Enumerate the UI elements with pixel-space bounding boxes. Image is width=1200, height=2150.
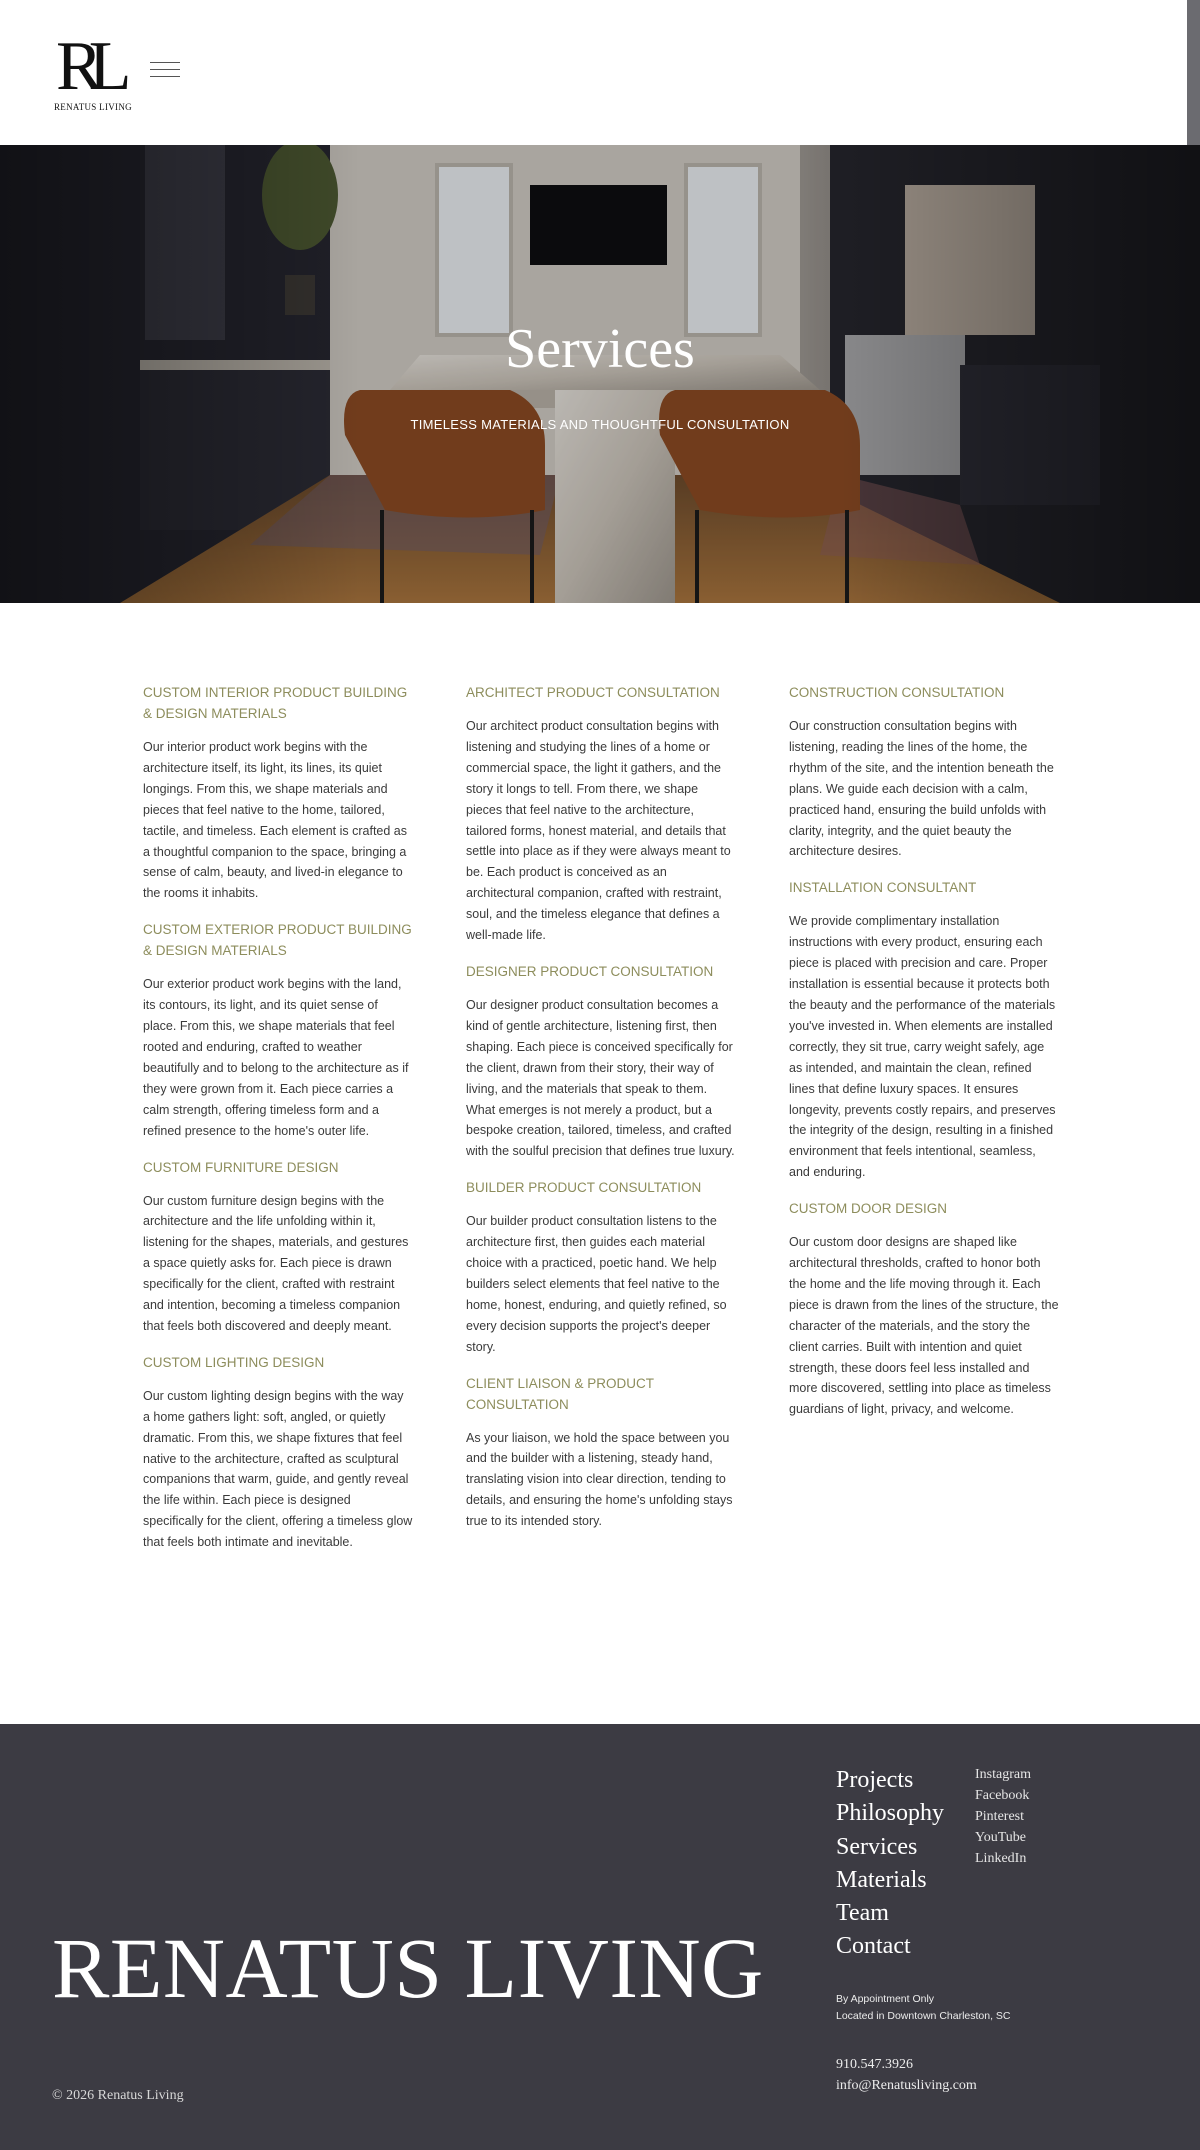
services-column-2 <box>466 682 736 1547</box>
service-title: CUSTOM FURNITURE DESIGN <box>143 1159 339 1175</box>
logo[interactable] <box>54 28 144 114</box>
service-description: As your liaison, we hold the space between you and the builder with a listening, steady hand, translating vision into clear direction, tending to details, and ensuring the home's unfolding stays true to its intended story. <box>466 1430 733 1529</box>
site-header <box>0 0 1187 145</box>
service-description: Our designer product consultation becomes a kind of gentle architecture, listening first, then shaping. Each piece is conceived specifically for the client, drawn from their story, their way of living, and the materials that speak to them. What emerges is not merely a product, but a bespoke creation, tailored, timeless, and crafted with the soulful precision that defines true luxury. <box>466 997 735 1159</box>
service-section <box>789 877 1059 1183</box>
service-section <box>143 1157 413 1337</box>
service-section <box>466 1177 736 1357</box>
menu-line <box>150 62 180 63</box>
service-title: ARCHITECT PRODUCT CONSULTATION <box>466 685 720 700</box>
service-title: BUILDER PRODUCT CONSULTATION <box>466 1180 702 1196</box>
appointment-info <box>836 1991 1011 2025</box>
social-instagram[interactable]: Instagram <box>975 1767 1031 1782</box>
service-description: We provide complimentary installation instructions with every product, ensuring each piece is placed with precision and care. Proper installation is essential because it protects both the beauty and the performance of the materials you've invested in. When elements are installed correctly, they sit true, carry weight safely, age as intended, and maintain the clean, refined lines that define luxury spaces. It ensures longevity, prevents costly repairs, and preserves the integrity of the design, resulting in a finished environment that feels intentional, seamless, and enduring. <box>789 914 1056 1180</box>
contact-info <box>836 2054 977 2096</box>
services-column-3 <box>789 682 1059 1435</box>
services-column-1 <box>143 682 413 1568</box>
service-title: CONSTRUCTION CONSULTATION <box>789 685 1005 700</box>
service-description: Our exterior product work begins with the land, its contours, its light, and its quiet sense of place. From this, we shape materials that feel rooted and enduring, crafted to weather beautifully and to belong to the architecture as if they were grown from it. Each piece carries a calm strength, offering timeless form and a refined presence to the home's outer life. <box>143 977 409 1138</box>
menu-line <box>150 69 180 70</box>
logo-mark: RL <box>56 28 118 105</box>
footer-nav-philosophy[interactable]: Philosophy <box>836 1800 945 1827</box>
copyright: © 2026 Renatus Living <box>52 2088 184 2103</box>
footer-nav-team[interactable]: Team <box>836 1900 889 1927</box>
service-section <box>466 1373 736 1533</box>
phone-link[interactable]: 910.547.3926 <box>836 2057 913 2072</box>
footer-nav <box>836 1764 944 1964</box>
social-facebook[interactable]: Facebook <box>975 1788 1030 1803</box>
service-section <box>143 1352 413 1553</box>
service-title: CUSTOM LIGHTING DESIGN <box>143 1354 325 1370</box>
appointment-text: By Appointment Only <box>836 1993 935 2005</box>
hero-banner <box>0 145 1200 603</box>
hamburger-menu-icon[interactable] <box>150 62 180 84</box>
footer-nav-services[interactable]: Services <box>836 1833 918 1860</box>
service-title: CUSTOM DOOR DESIGN <box>789 1201 948 1217</box>
social-pinterest[interactable]: Pinterest <box>975 1809 1024 1824</box>
service-description: Our construction consultation begins with listening, reading the lines of the home, the rhythm of the site, and the intention beneath the plans. We guide each decision with a calm, practiced hand, ensuring the build unfolds with clarity, integrity, and the quiet beauty the architecture desires. <box>789 719 1054 859</box>
service-section <box>143 919 413 1141</box>
footer-nav-contact[interactable]: Contact <box>836 1933 911 1960</box>
social-linkedin[interactable]: LinkedIn <box>975 1851 1027 1866</box>
service-description: Our builder product consultation listens to the architecture first, then guides each material choice with a practiced, poetic hand. We help builders select elements that feel native to the home, honest, enduring, and quietly refined, so every decision supports the project's deeper story. <box>466 1214 727 1354</box>
footer-nav-projects[interactable]: Projects <box>836 1767 914 1793</box>
service-section <box>789 1198 1059 1420</box>
email-link[interactable]: info@Renatusliving.com <box>836 2078 977 2093</box>
page-title: Services <box>505 318 695 380</box>
service-description: Our architect product consultation begins with listening and studying the lines of a home or commercial space, the light it gathers, and the story it longs to tell. From there, we shape pieces that feel native to the architecture, tailored forms, honest material, and details that settle into place as if they were always meant to be. Each product is conceived as an architectural companion, crafted with restraint, soul, and the timeless elegance that defines a well-made life. <box>466 719 731 943</box>
service-title: DESIGNER PRODUCT CONSULTATION <box>466 963 714 979</box>
social-youtube[interactable]: YouTube <box>975 1830 1026 1845</box>
service-section <box>143 682 413 904</box>
footer-brand: RENATUS LIVING <box>52 1920 764 2016</box>
service-title: CUSTOM INTERIOR PRODUCT BUILDING & DESIGN MATERIALS <box>143 685 408 721</box>
scrollbar[interactable] <box>1187 0 1200 145</box>
service-section <box>466 961 736 1162</box>
site-footer <box>0 1724 1200 2150</box>
service-title: CUSTOM EXTERIOR PRODUCT BUILDING & DESIGN MATERIALS <box>143 922 412 959</box>
logo-text: RENATUS LIVING <box>54 102 132 112</box>
service-title: CLIENT LIAISON & PRODUCT CONSULTATION <box>466 1375 654 1412</box>
location-text: Located in Downtown Charleston, SC <box>836 2010 1011 2022</box>
service-description: Our interior product work begins with the architecture itself, its light, its lines, its quiet longings. From this, we shape materials and pieces that feel native to the home, tailored, tactile, and timeless. Each element is crafted as a thoughtful companion to the space, bringing a sense of calm, beauty, and lived-in elegance to the rooms it inhabits. <box>143 740 408 901</box>
social-links <box>975 1764 1031 1869</box>
service-description: Our custom door designs are shaped like architectural thresholds, crafted to honor both the home and the life moving through it. Each piece is drawn from the lines of the structure, the character of the materials, and the story the client carries. Built with intention and quiet strength, these doors feel less installed and more discovered, settling into place as timeless guardians of light, privacy, and welcome. <box>789 1235 1059 1417</box>
service-section <box>466 682 736 946</box>
service-section <box>789 682 1059 862</box>
service-description: Our custom furniture design begins with the architecture and the life unfolding within it, listening for the shapes, materials, and gestures a space quietly asks for. Each piece is drawn specifically for the client, crafted with restraint and intention, becoming a timeless companion that feels both discovered and deeply meant. <box>143 1193 409 1333</box>
menu-line <box>150 76 180 77</box>
service-description: Our custom lighting design begins with the way a home gathers light: soft, angled, or quietly dramatic. From this, we shape fixtures that feel native to the architecture, crafted as sculptural companions that warm, guide, and gently reveal the life within. Each piece is designed specifically for the client, offering a timeless glow that feels both intimate and inevitable. <box>143 1388 413 1550</box>
service-title: INSTALLATION CONSULTANT <box>789 880 977 896</box>
footer-nav-materials[interactable]: Materials <box>836 1866 927 1893</box>
page-subtitle: TIMELESS MATERIALS AND THOUGHTFUL CONSULTATION <box>410 417 790 432</box>
